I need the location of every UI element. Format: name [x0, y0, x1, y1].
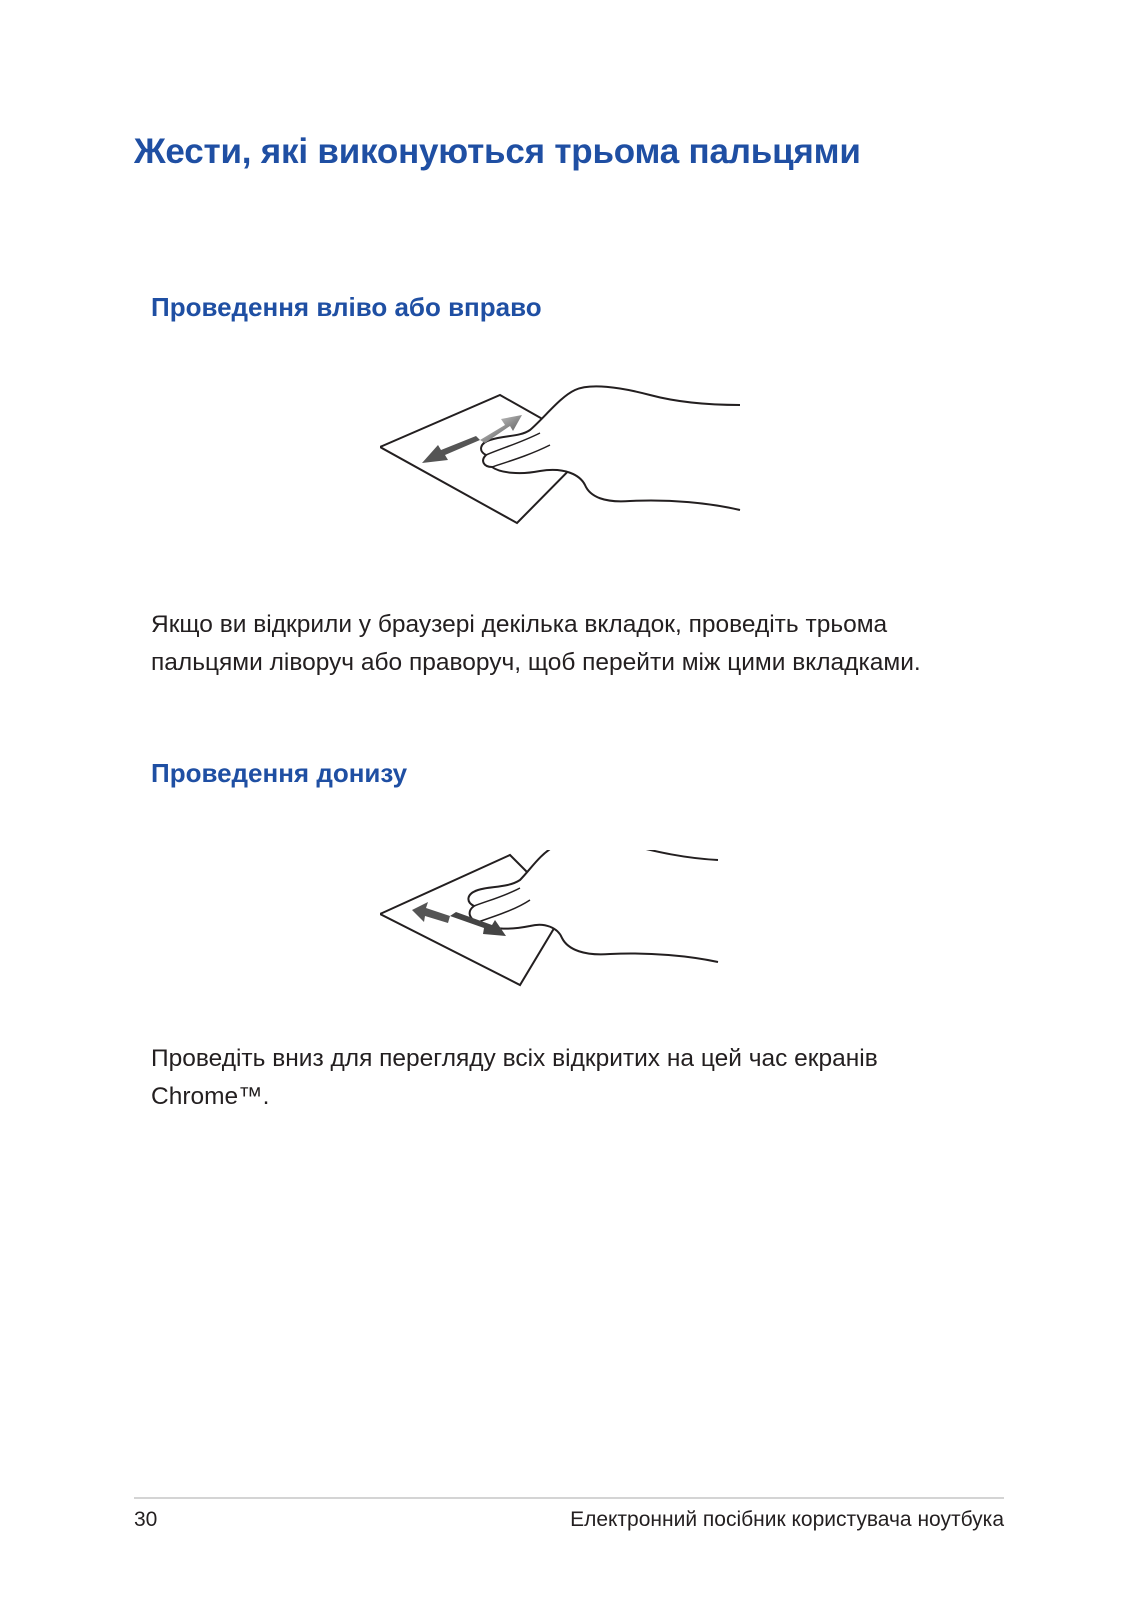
section-text-swipe-down: Проведіть вниз для перегляду всіх відкритих на цей час екранів Chrome™.	[151, 1045, 878, 1110]
footer-manual-title: Електронний посібник користувача ноутбука	[570, 1508, 1004, 1531]
page-title: Жести, які виконуються трьома пальцями	[134, 132, 861, 171]
three-finger-swipe-down-illustration	[380, 850, 740, 1010]
three-finger-swipe-left-right-illustration	[380, 385, 760, 545]
section-heading-swipe-down: Проведення донизу	[151, 758, 408, 788]
footer-divider	[134, 1497, 1004, 1499]
section-text-swipe-left-right: Якщо ви відкрили у браузері декілька вкладок, проведіть трьома пальцями ліворуч або праворуч, щоб перейти між цими вкладками.	[151, 611, 921, 676]
section-heading-swipe-left-right: Проведення вліво або вправо	[151, 292, 542, 322]
footer-page-number: 30	[134, 1508, 158, 1531]
